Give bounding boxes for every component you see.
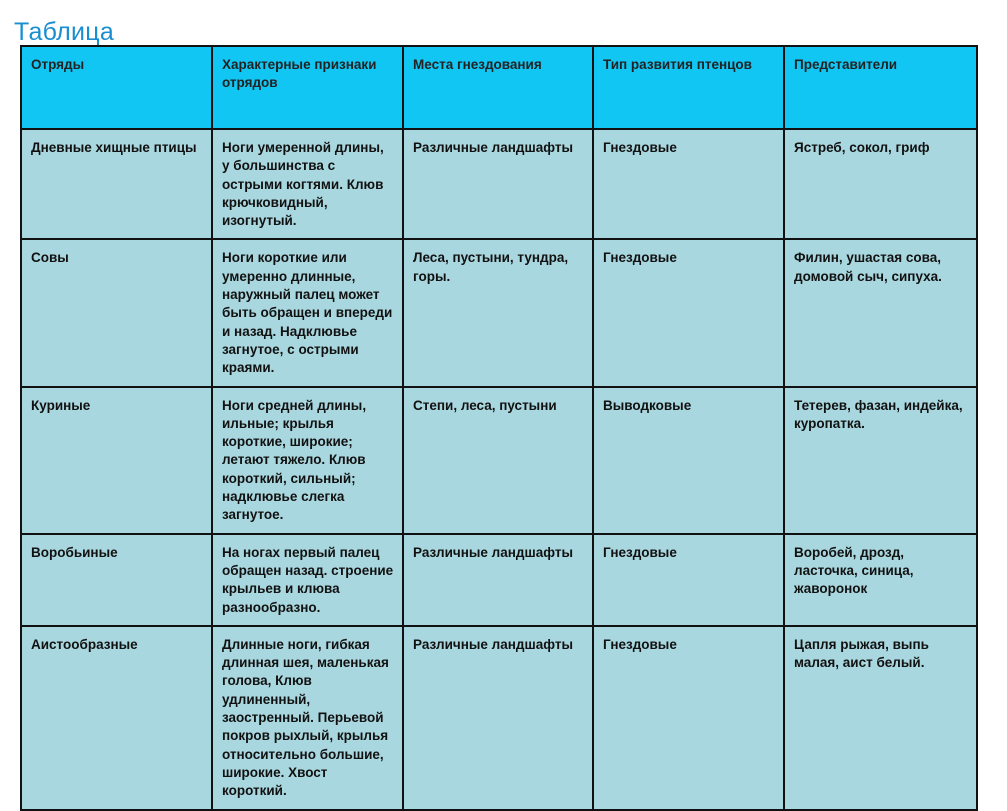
birds-table <box>20 45 978 811</box>
cell-nesting: Леса, пустыни, тундра, горы. <box>403 239 593 386</box>
cell-nesting: Различные ландшафты <box>403 129 593 239</box>
column-header-features: Характерные признаки отрядов <box>212 46 403 129</box>
page-title: Таблица <box>14 18 115 46</box>
cell-development: Гнездовые <box>593 239 784 386</box>
cell-representatives: Воробей, дрозд, ласточка, синица, жаворонок <box>784 534 977 626</box>
table-row <box>21 239 977 386</box>
table-header-row <box>21 46 977 129</box>
cell-nesting: Степи, леса, пустыни <box>403 387 593 534</box>
cell-features: Ноги умеренной длины, у большинства с острыми когтями. Клюв крючковидный, изогнутый. <box>212 129 403 239</box>
cell-features: Длинные ноги, гибкая длинная шея, маленькая голова, Клюв удлиненный, заостренный. Перьевой покров рыхлый, крылья относительно большие, широкие. Хвост короткий. <box>212 626 403 810</box>
cell-representatives: Цапля рыжая, выпь малая, аист белый. <box>784 626 977 810</box>
column-header-representatives: Представители <box>784 46 977 129</box>
table-row <box>21 387 977 534</box>
column-header-orders: Отряды <box>21 46 212 129</box>
cell-order: Воробьиные <box>21 534 212 626</box>
cell-development: Выводковые <box>593 387 784 534</box>
cell-features: Ноги короткие или умеренно длинные, наружный палец может быть обращен и впереди и назад. Надклювье загнутое, с острыми краями. <box>212 239 403 386</box>
column-header-nesting: Места гнездования <box>403 46 593 129</box>
cell-representatives: Тетерев, фазан, индейка, куропатка. <box>784 387 977 534</box>
cell-order: Аистообразные <box>21 626 212 810</box>
cell-development: Гнездовые <box>593 129 784 239</box>
cell-development: Гнездовые <box>593 626 784 810</box>
column-header-development: Тип развития птенцов <box>593 46 784 129</box>
table-row <box>21 534 977 626</box>
cell-representatives: Филин, ушастая сова, домовой сыч, сипуха. <box>784 239 977 386</box>
table-row <box>21 626 977 810</box>
cell-nesting: Различные ландшафты <box>403 534 593 626</box>
cell-features: Ноги средней длины, ильные; крылья короткие, широкие; летают тяжело. Клюв короткий, сильный; надклювье слегка загнутое. <box>212 387 403 534</box>
cell-order: Совы <box>21 239 212 386</box>
cell-nesting: Различные ландшафты <box>403 626 593 810</box>
table-row <box>21 129 977 239</box>
cell-representatives: Ястреб, сокол, гриф <box>784 129 977 239</box>
cell-order: Куриные <box>21 387 212 534</box>
cell-features: На ногах первый палец обращен назад. строение крыльев и клюва разнообразно. <box>212 534 403 626</box>
cell-development: Гнездовые <box>593 534 784 626</box>
cell-order: Дневные хищные птицы <box>21 129 212 239</box>
